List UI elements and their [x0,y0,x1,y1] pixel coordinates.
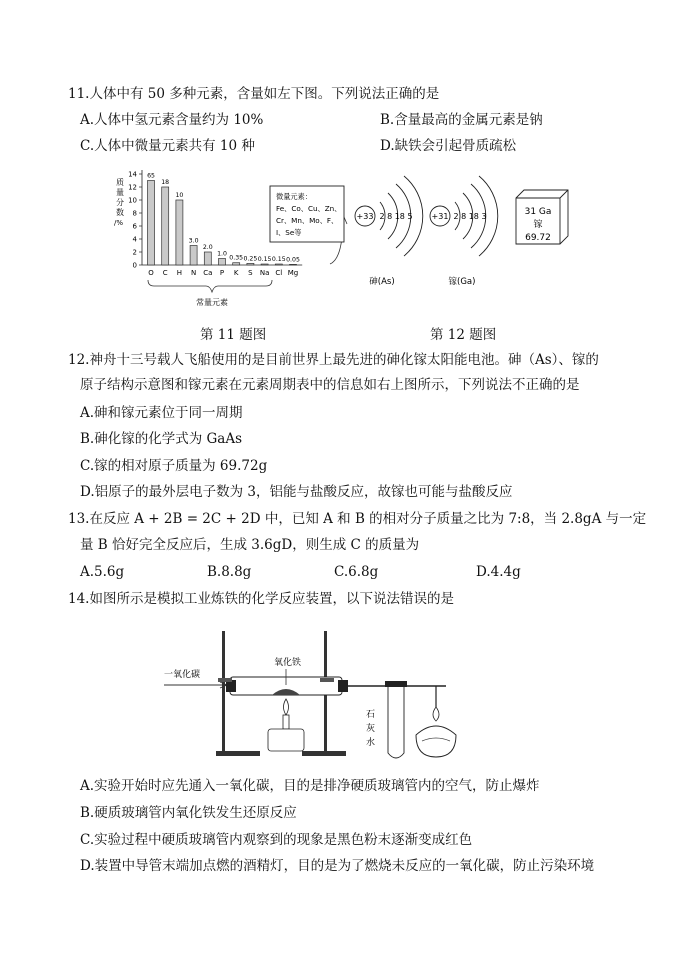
micro-box-line: Fe、Co、Cu、Zn、 [276,204,342,213]
bar-value-label: 10 [175,192,184,199]
x-category-label: Ca [203,269,213,277]
q11-option-d: D.缺铁会引起骨质疏松 [380,138,517,154]
y-tick-label: 4 [132,235,137,244]
ylabel-char: /% [114,219,124,227]
micro-box-line: Cr、Mn、Mo、F、 [276,216,339,225]
q14-stem: 14.如图所示是模拟工业炼铁的化学反应装置，以下说法错误的是 [68,591,454,607]
micro-box-line: I、Se等 [276,228,302,237]
bar-H [176,200,183,265]
bar-value-label: 0.15 [271,256,286,264]
q14-option-a: A.实验开始时应先通入一氧化碳，目的是排净硬质玻璃管内的空气，防止爆炸 [80,778,540,794]
bar-N [190,246,197,266]
q12-option-c: C.镓的相对原子质量为 69.72g [80,458,268,474]
q13-option-c: C.6.8g [334,564,379,580]
limewater-label-char: 水 [366,738,376,748]
element-atomic-mass: 69.72 [525,233,551,243]
bar-value-label: 0.25 [243,255,258,263]
q12-stem-line2: 原子结构示意图和镓元素在元素周期表中的信息如右上图所示，下列说法不正确的是 [80,377,580,393]
ylabel-char: 数 [116,208,124,217]
q11-option-b: B.含量最高的金属元素是钠 [380,112,543,128]
q12-figure-caption: 第 12 题图 [430,327,497,343]
element-name: 镓 [533,220,543,230]
q11-option-a: A.人体中氢元素含量约为 10% [80,112,264,128]
bar-Na [261,264,268,265]
y-tick-label: 8 [132,209,137,218]
bar-P [219,259,226,266]
bar-value-label: 18 [161,179,170,186]
q13-stem-line1: 13.在反应 A + 2B = 2C + 2D 中，已知 A 和 B 的相对分子质量之比为 7:8，当 2.8gA 与一定 [68,511,647,527]
x-category-label: K [233,269,239,277]
tail-alcohol-lamp [416,726,456,757]
iron-oxide-label: 氧化铁 [274,658,302,668]
bar-Mg [290,264,297,265]
bar-value-label: 2.0 [202,244,213,251]
q12-stem-line1: 12.神舟十三号载人飞船使用的是目前世界上最先进的砷化镓太阳能电池。砷（As）、镓的 [68,352,599,368]
gallium-periodic-cell [512,186,572,250]
bar-value-label: 3.0 [188,237,199,245]
co-inlet-label: 一氧化碳 [164,670,201,680]
micro-element-box [268,184,348,246]
bar-O [148,181,155,266]
q13-option-d: D.4.4g [476,564,521,580]
y-tick-label: 14 [128,170,137,179]
x-category-label: Cl [275,269,283,277]
limewater-label-char: 灰 [366,724,376,734]
as-nucleus-charge: +33 [356,212,374,221]
x-category-label: Na [259,269,270,277]
q11-stem: 11.人体中有 50 多种元素，含量如左下图。下列说法正确的是 [68,86,440,102]
x-category-label: C [162,269,168,277]
q12-option-a: A.砷和镓元素位于同一周期 [80,405,243,421]
bar-C [162,187,169,265]
bar-Ca [204,252,211,265]
bar-value-label: 0.35 [229,254,244,262]
q14-option-b: B.硬质玻璃管内氧化铁发生还原反应 [80,805,297,821]
bar-value-label: 1.0 [217,250,227,258]
y-tick-label: 12 [128,183,137,192]
bar-value-label: 0.15 [257,256,272,264]
x-category-label: Mg [287,269,299,277]
stand-rod-left [222,631,225,752]
y-tick-label: 10 [128,196,137,205]
arsenic-atom-diagram [350,168,430,290]
bar-Cl [275,264,282,265]
x-category-label: O [148,269,154,277]
macro-element-bracket [148,280,272,292]
x-category-label: N [190,269,197,277]
y-axis-label [114,177,124,227]
q13-option-b: B.8.8g [207,564,252,580]
q11-option-c: C.人体中微量元素共有 10 种 [80,138,255,154]
limewater-test-tube [388,683,404,758]
ylabel-char: 质 [116,178,124,187]
ga-atom-label: 镓(Ga) [448,277,476,287]
micro-box-title: 微量元素： [276,192,312,201]
q12-option-b: B.砷化镓的化学式为 GaAs [80,431,243,447]
q13-option-a: A.5.6g [80,564,125,580]
alcohol-lamp [268,729,304,751]
y-tick-label: 0 [132,261,137,270]
bar-S [247,263,254,265]
as-shell-electrons: 2 8 18 5 [379,212,413,221]
stopper-right [338,680,348,692]
y-tick-label: 2 [132,248,137,257]
bar-K [233,263,240,265]
ylabel-char: 分 [116,198,124,207]
y-tick-label: 6 [132,222,137,231]
iron-smelting-apparatus [160,625,460,765]
ga-shell-electrons: 2 8 18 3 [453,212,487,221]
tail-flame-icon [433,707,439,721]
bar-value-label: 65 [147,172,155,180]
flame-icon [284,699,289,715]
x-category-label: S [248,269,253,277]
limewater-label-char: 石 [366,710,376,720]
q12-option-d: D.铝原子的最外层电子数为 3，铝能与盐酸反应，故镓也可能与盐酸反应 [80,484,513,500]
q11-figure-caption: 第 11 题图 [200,327,267,343]
x-category-label: H [176,269,183,277]
x-category-label: P [219,269,225,277]
as-atom-label: 砷(As) [369,277,395,287]
q14-option-d: D.装置中导管末端加点燃的酒精灯，目的是为了燃烧未反应的一氧化碳，防止污染环境 [80,858,595,874]
element-number-symbol: 31 Ga [524,207,552,217]
gallium-atom-diagram [428,168,508,290]
bar-value-label: 0.05 [286,256,300,264]
ga-nucleus-charge: +31 [431,212,449,221]
q14-option-c: C.实验过程中硬质玻璃管内观察到的现象是黑色粉末逐渐变成红色 [80,832,473,848]
ylabel-char: 量 [116,188,124,197]
macro-element-label: 常量元素 [196,298,228,307]
q13-stem-line2: 量 B 恰好完全反应后，生成 3.6gD，则生成 C 的质量为 [80,537,420,553]
